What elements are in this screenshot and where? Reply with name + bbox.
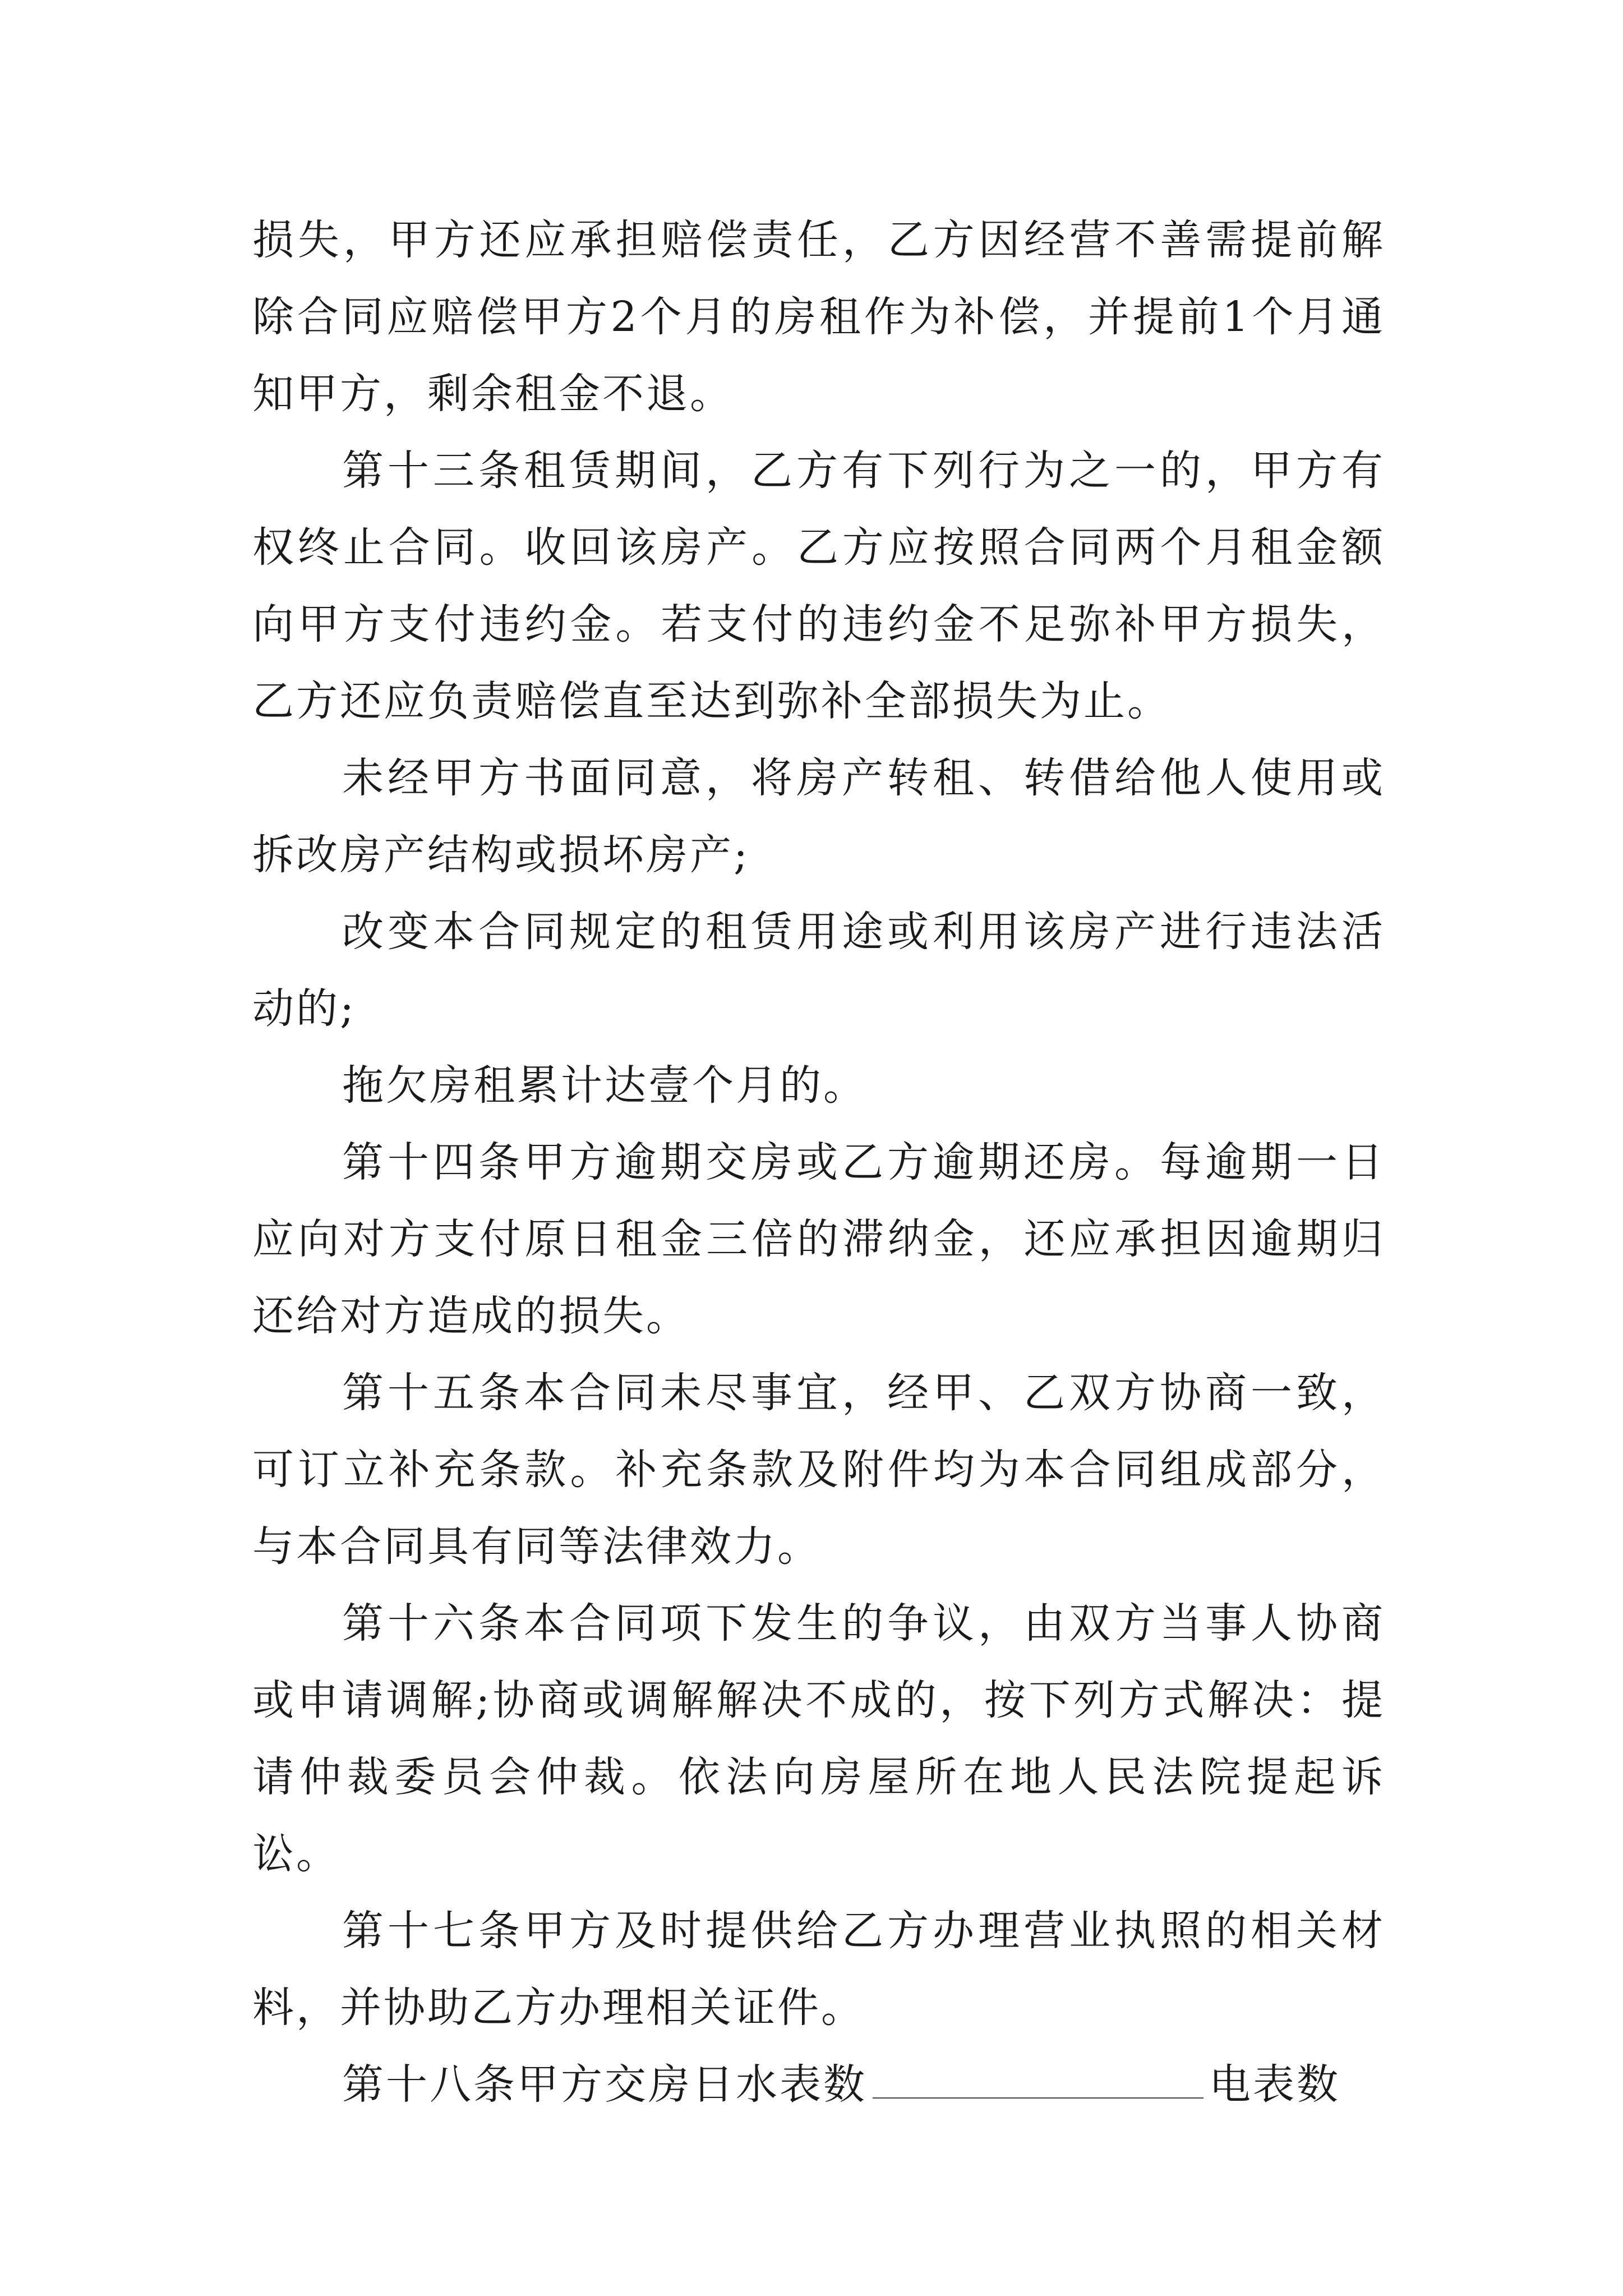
paragraph-article-14: 第十四条甲方逾期交房或乙方逾期还房。每逾期一日应向对方支付原日租金三倍的滞纳金，还应承担因逾期归还给对方造成的损失。: [252, 1138, 1385, 1340]
paragraph-article-15: 第十五条本合同未尽事宜，经甲、乙双方协商一致，可订立补充条款。补充条款及附件均为本合同组成部分，与本合同具有同等法律效力。: [252, 1369, 1385, 1571]
paragraph-article-16: 第十六条本合同项下发生的争议，由双方当事人协商或申请调解;协商或调解解决不成的，按下列方式解决：提请仲裁委员会仲裁。依法向房屋所在地人民法院提起诉讼。: [252, 1599, 1385, 1878]
paragraph-article-13: 第十三条租赁期间，乙方有下列行为之一的，甲方有权终止合同。收回该房产。乙方应按照合同两个月租金额向甲方支付违约金。若支付的违约金不足弥补甲方损失，乙方还应负责赔偿直至达到弥补全部损失为止。: [252, 447, 1385, 725]
paragraph-sublet-clause: 未经甲方书面同意，将房产转租、转借给他人使用或拆改房产结构或损坏房产;: [252, 754, 1385, 879]
paragraph-arrears-clause: 拖欠房租累计达壹个月的。: [342, 1061, 867, 1110]
paragraph-usage-clause: 改变本合同规定的租赁用途或利用该房产进行违法活动的;: [252, 908, 1385, 1033]
contract-body: [252, 202, 1385, 2123]
paragraph-article-18: [252, 2046, 1385, 2123]
article-18-text: 第十八条甲方交房日水表数: [342, 2060, 867, 2109]
water-meter-blank[interactable]: [873, 2095, 1204, 2099]
paragraph-article-17: 第十七条甲方及时提供给乙方办理营业执照的相关材料，并协助乙方办理相关证件。: [252, 1907, 1385, 2032]
electric-meter-label: 电表数: [1209, 2060, 1340, 2109]
paragraph-compensation: 损失，甲方还应承担赔偿责任，乙方因经营不善需提前解除合同应赔偿甲方2个月的房租作为补偿，并提前1个月通知甲方，剩余租金不退。: [252, 216, 1385, 418]
